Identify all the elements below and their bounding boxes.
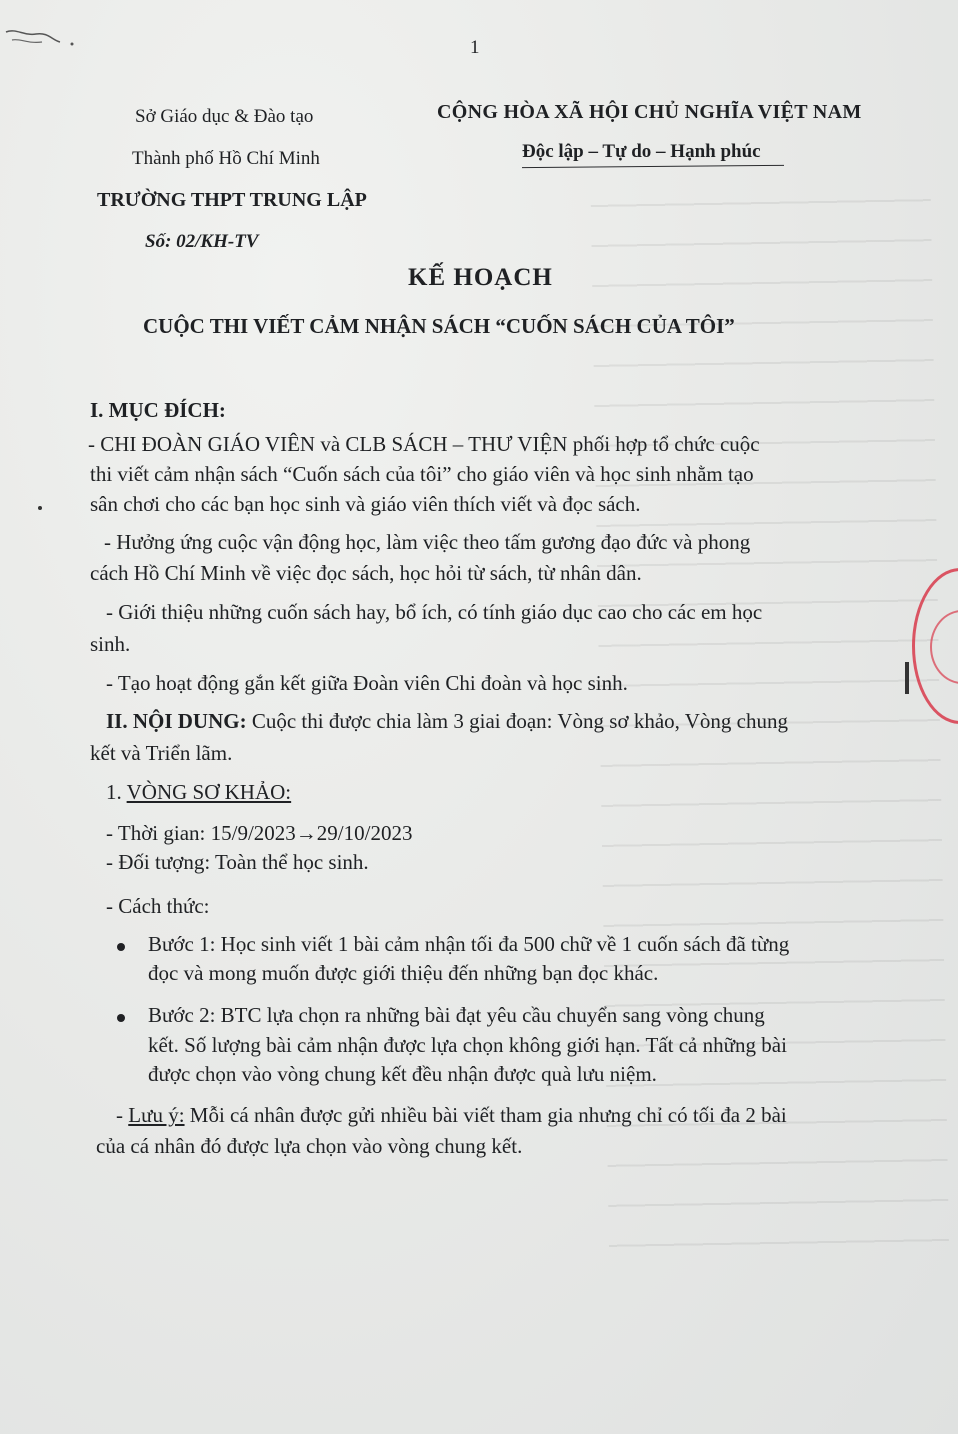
section-heading-content: II. NỘI DUNG:: [106, 709, 247, 733]
purpose-paragraph-1-line-1: - CHI ĐOÀN GIÁO VIÊN và CLB SÁCH – THƯ VIỆN phối hợp tổ chức cuộc: [88, 432, 760, 456]
step-2-line-3: được chọn vào vòng chung kết đều nhận được quà lưu niệm.: [148, 1062, 657, 1086]
city-name: Thành phố Hồ Chí Minh: [132, 148, 320, 169]
note-text: Mỗi cá nhân được gửi nhiều bài viết tham gia nhưng chỉ có tối đa 2 bài: [184, 1103, 787, 1127]
step-1-line-2: đọc và mong muốn được giới thiệu đến những bạn đọc khác.: [148, 961, 659, 985]
motto-underline: [522, 165, 784, 168]
subsection-number: 1.: [106, 780, 127, 804]
step-2-line-1: Bước 2: BTC lựa chọn ra những bài đạt yêu cầu chuyển sang vòng chung: [148, 1003, 765, 1027]
bullet-icon: [117, 1014, 125, 1022]
stray-mark: [38, 506, 42, 510]
purpose-paragraph-1-line-3: sân chơi cho các bạn học sinh và giáo viên thích viết và đọc sách.: [90, 492, 641, 516]
step-2-line-2: kết. Số lượng bài cảm nhận được lựa chọn không giới hạn. Tất cả những bài: [148, 1033, 787, 1057]
document-subtitle: CUỘC THI VIẾT CẢM NHẬN SÁCH “CUỐN SÁCH CỦA TÔI”: [143, 314, 735, 338]
document-number: Số: 02/KH-TV: [145, 231, 259, 252]
content-intro-line-2: kết và Triển lãm.: [90, 741, 233, 765]
page-number: 1: [470, 37, 480, 58]
purpose-paragraph-3-line-2: sinh.: [90, 632, 131, 656]
national-title: CỘNG HÒA XÃ HỘI CHỦ NGHĨA VIỆT NAM: [437, 101, 862, 123]
preliminary-target: - Đối tượng: Toàn thể học sinh.: [106, 850, 369, 874]
subsection-title: VÒNG SƠ KHẢO:: [126, 780, 292, 804]
step-1-line-1: Bước 1: Học sinh viết 1 bài cảm nhận tối đa 500 chữ về 1 cuốn sách đã từng: [148, 932, 790, 956]
content-intro-line-1: [106, 709, 788, 733]
subsection-preliminary: [106, 780, 291, 804]
document-title: KẾ HOẠCH: [408, 264, 553, 291]
purpose-paragraph-1-line-2: thi viết cảm nhận sách “Cuốn sách của tôi” cho giáo viên và học sinh nhằm tạo: [90, 462, 754, 486]
margin-mark: [905, 662, 909, 694]
bullet-icon: [117, 943, 125, 951]
preliminary-method: - Cách thức:: [106, 894, 210, 918]
purpose-paragraph-2-line-1: - Hưởng ứng cuộc vận động học, làm việc theo tấm gương đạo đức và phong: [104, 530, 751, 554]
national-motto: Độc lập – Tự do – Hạnh phúc: [522, 141, 761, 162]
department-name: Sở Giáo dục & Đào tạo: [135, 106, 314, 127]
note-line-1: [116, 1103, 787, 1127]
preliminary-time: - Thời gian: 15/9/2023→29/10/2023: [106, 821, 413, 845]
purpose-paragraph-4-line-1: - Tạo hoạt động gắn kết giữa Đoàn viên Chi đoàn và học sinh.: [106, 671, 628, 695]
purpose-paragraph-2-line-2: cách Hồ Chí Minh về việc đọc sách, học hỏi từ sách, từ nhân dân.: [90, 561, 642, 585]
content-intro-text: Cuộc thi được chia làm 3 giai đoạn: Vòng sơ khảo, Vòng chung: [246, 709, 788, 733]
school-name: TRƯỜNG THPT TRUNG LẬP: [97, 189, 367, 211]
note-prefix: -: [116, 1103, 129, 1127]
pencil-scribble-icon: [2, 18, 82, 54]
purpose-paragraph-3-line-1: - Giới thiệu những cuốn sách hay, bổ ích, có tính giáo dục cao cho các em học: [106, 600, 763, 624]
note-label: Lưu ý:: [128, 1103, 185, 1127]
section-heading-purpose: I. MỤC ĐÍCH:: [90, 398, 226, 422]
note-line-2: của cá nhân đó được lựa chọn vào vòng chung kết.: [96, 1134, 523, 1158]
